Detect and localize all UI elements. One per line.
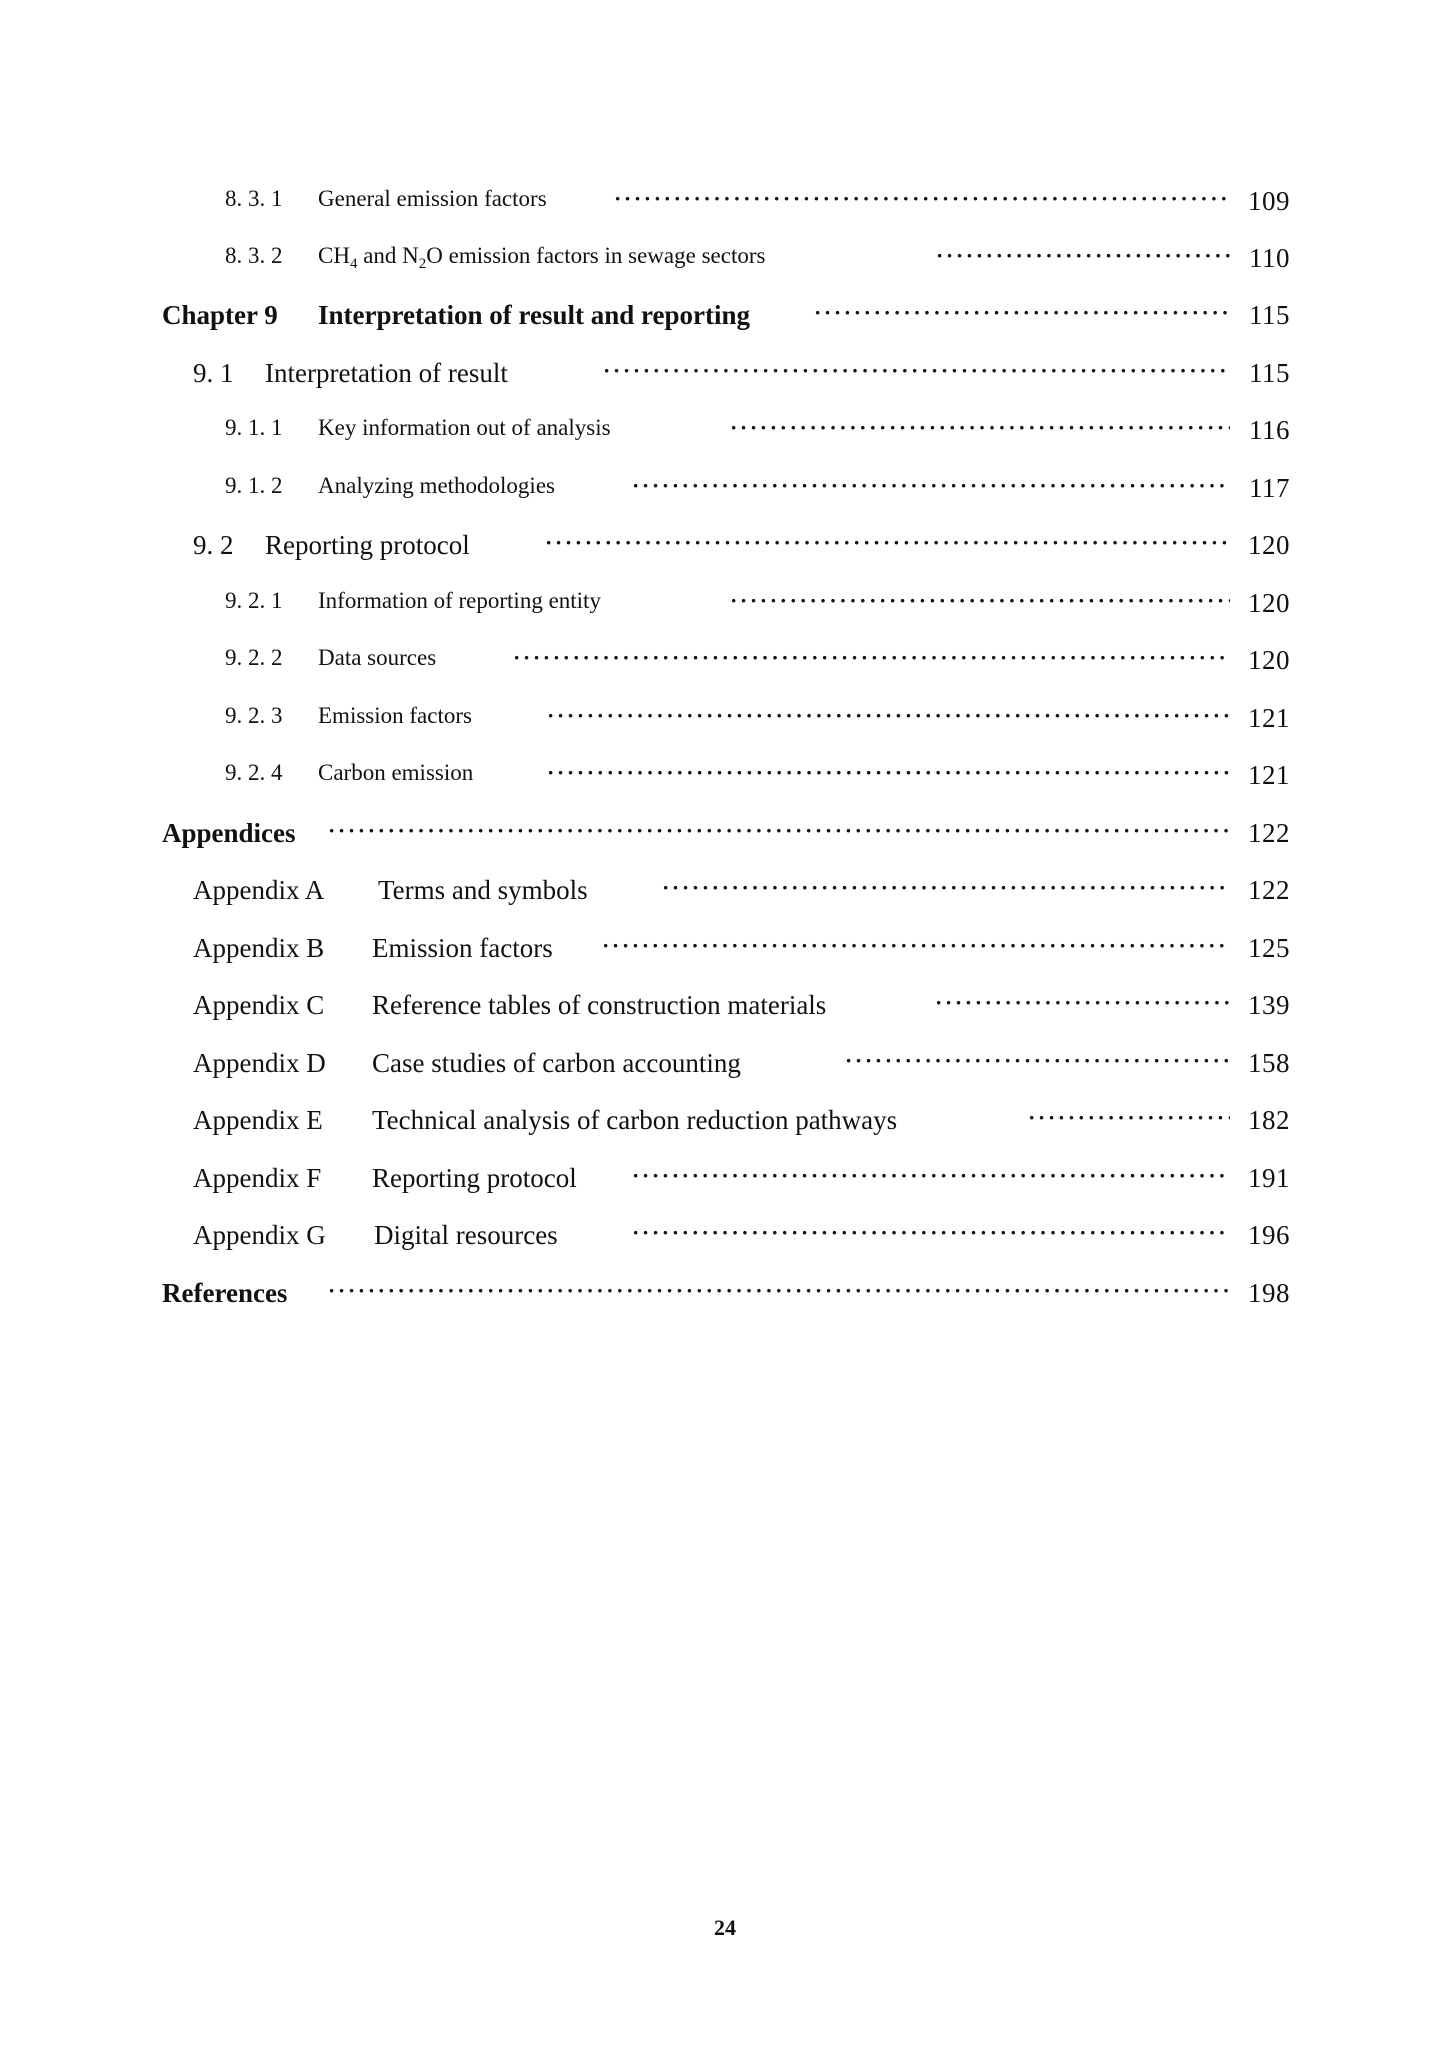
toc-entry-references[interactable] [0, 1278, 1450, 1318]
leader-dots [614, 186, 1230, 212]
leader-dots [730, 588, 1230, 614]
toc-entry-page: 115 [1249, 358, 1290, 388]
toc-entry-page: 198 [1248, 1278, 1290, 1308]
toc-entry-title: Technical analysis of carbon reduction pathways [372, 1105, 898, 1135]
toc-entry-title: Data sources [318, 645, 437, 670]
toc-entry-title: Analyzing methodologies [318, 473, 555, 498]
toc-entry-number: 9. 1. 1 [225, 415, 283, 440]
toc-entry-9-2-4[interactable] [0, 760, 1450, 800]
toc-entry-title: Case studies of carbon accounting [372, 1048, 741, 1078]
leader-dots [547, 760, 1230, 786]
toc-entry-9-2-1[interactable] [0, 588, 1450, 628]
leader-dots [632, 473, 1230, 499]
toc-entry-appendix-f[interactable] [0, 1163, 1450, 1203]
toc-entry-number: 9. 1. 2 [225, 473, 283, 498]
subscript: 4 [349, 256, 358, 272]
leader-dots [632, 1220, 1230, 1246]
toc-entry-number: 9. 2. 1 [225, 588, 283, 613]
toc-entry-chapter-9[interactable] [0, 300, 1450, 340]
toc-entry-number: 8. 3. 1 [225, 186, 283, 211]
toc-entry-page: 125 [1248, 933, 1290, 963]
leader-dots [1028, 1105, 1230, 1131]
toc-entry-9-2[interactable] [0, 530, 1450, 570]
toc-entry-number: Chapter 9 [162, 300, 278, 330]
toc-entry-number: 8. 3. 2 [225, 243, 283, 268]
toc-entry-title: General emission factors [318, 186, 547, 211]
toc-entry-9-1-1[interactable] [0, 415, 1450, 455]
toc-entry-number: Appendix B [193, 933, 325, 963]
toc-entry-number: Appendix A [193, 875, 325, 905]
toc-entry-page: 120 [1248, 530, 1290, 560]
toc-entry-page: 182 [1248, 1105, 1290, 1135]
toc-entry-title: Reporting protocol [372, 1163, 577, 1193]
toc-entry-title: Reference tables of construction materials [372, 990, 827, 1020]
toc-entry-page: 158 [1248, 1048, 1290, 1078]
leader-dots [814, 300, 1230, 326]
toc-entry-title: Information of reporting entity [318, 588, 601, 613]
subscript: 2 [418, 256, 427, 272]
toc-entry-appendix-d[interactable] [0, 1048, 1450, 1088]
leader-dots [845, 1048, 1230, 1074]
toc-entry-title: References [162, 1278, 288, 1308]
toc-entry-page: 109 [1248, 186, 1290, 216]
toc-entry-page: 121 [1248, 760, 1290, 790]
page-number: 24 [714, 1915, 736, 1940]
toc-entry-number: 9. 2. 2 [225, 645, 283, 670]
toc-entry-title: Interpretation of result and reporting [318, 300, 750, 330]
toc-entry-page: 196 [1248, 1220, 1290, 1250]
toc-entry-title: Digital resources [374, 1220, 558, 1250]
toc-entry-number: 9. 2 [193, 530, 234, 560]
leader-dots [603, 358, 1230, 384]
title-part: CH [318, 243, 350, 268]
toc-entry-title: Emission factors [318, 703, 472, 728]
toc-entry-appendix-c[interactable] [0, 990, 1450, 1030]
toc-entry-page: 120 [1248, 645, 1290, 675]
leader-dots [547, 703, 1230, 729]
toc-entry-9-2-2[interactable] [0, 645, 1450, 685]
toc-entry-title: Terms and symbols [378, 875, 588, 905]
toc-entry-title: Reporting protocol [265, 530, 470, 560]
toc-entry-number: Appendix D [193, 1048, 326, 1078]
title-part: and N [357, 243, 419, 268]
leader-dots [328, 818, 1230, 844]
toc-entry-page: 117 [1249, 473, 1290, 503]
toc-entry-9-1[interactable] [0, 358, 1450, 398]
leader-dots [602, 933, 1230, 959]
leader-dots [545, 530, 1230, 556]
leader-dots [513, 645, 1230, 671]
toc-entry-title: Emission factors [372, 933, 553, 963]
toc-entry-page: 139 [1248, 990, 1290, 1020]
toc-entry-appendix-a[interactable] [0, 875, 1450, 915]
toc-entry-number: Appendix C [193, 990, 325, 1020]
toc-entry-number: Appendix E [193, 1105, 323, 1135]
toc-entry-8-3-1[interactable] [0, 186, 1450, 226]
toc-entry-number: Appendix F [193, 1163, 322, 1193]
toc-entry-number: Appendix G [193, 1220, 326, 1250]
toc-entry-title: Key information out of analysis [318, 415, 611, 440]
toc-entry-8-3-2[interactable] [0, 243, 1450, 283]
leader-dots [936, 243, 1230, 269]
toc-entry-page: 121 [1248, 703, 1290, 733]
title-part: O emission factors in sewage sectors [426, 243, 766, 268]
toc-entry-title: Carbon emission [318, 760, 474, 785]
toc-entry-appendix-g[interactable] [0, 1220, 1450, 1260]
toc-entry-number: 9. 1 [193, 358, 234, 388]
toc-entry-number: 9. 2. 3 [225, 703, 283, 728]
leader-dots [632, 1163, 1230, 1189]
toc-entry-page: 110 [1249, 243, 1290, 273]
toc-entry-title [318, 243, 765, 273]
leader-dots [328, 1278, 1230, 1304]
toc-entry-page: 191 [1248, 1163, 1290, 1193]
toc-entry-9-2-3[interactable] [0, 703, 1450, 743]
toc-entry-page: 122 [1248, 875, 1290, 905]
toc-entry-number: 9. 2. 4 [225, 760, 283, 785]
toc-entry-9-1-2[interactable] [0, 473, 1450, 513]
toc-entry-page: 120 [1248, 588, 1290, 618]
toc-entry-page: 122 [1248, 818, 1290, 848]
toc-entry-appendix-e[interactable] [0, 1105, 1450, 1145]
toc-entry-page: 116 [1249, 415, 1290, 445]
toc-entry-appendix-b[interactable] [0, 933, 1450, 973]
toc-entry-title: Interpretation of result [265, 358, 508, 388]
leader-dots [935, 990, 1230, 1016]
toc-entry-page: 115 [1249, 300, 1290, 330]
toc-entry-appendices[interactable] [0, 818, 1450, 858]
toc-entry-title: Appendices [162, 818, 296, 848]
leader-dots [662, 875, 1230, 901]
leader-dots [730, 415, 1230, 441]
